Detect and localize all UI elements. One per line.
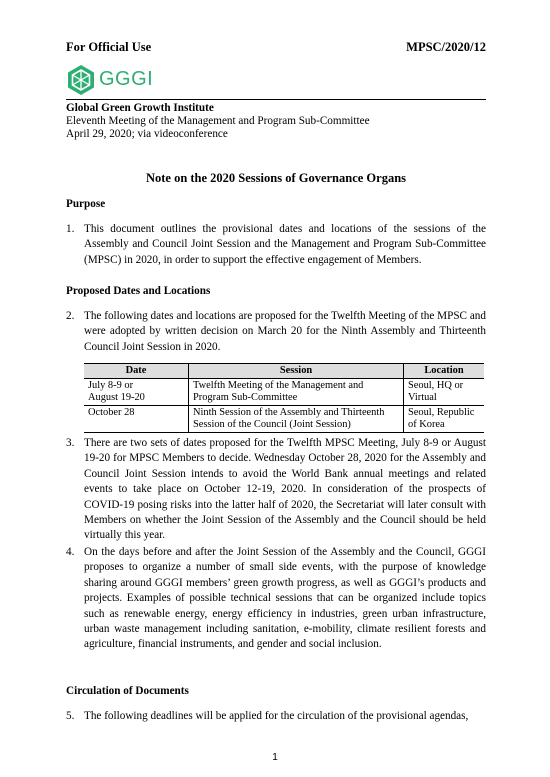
cell-session: Twelfth Meeting of the Management and Program Sub-Committee: [189, 379, 404, 406]
column-header-session: Session: [189, 364, 404, 379]
gggi-logo: [66, 64, 186, 96]
column-header-location: Location: [404, 364, 485, 379]
paragraph-4: [66, 545, 486, 653]
paragraph-number: 2.: [66, 310, 75, 322]
paragraph-3: [66, 436, 486, 544]
paragraph-text: There are two sets of dates proposed for the Twelfth MPSC Meeting, July 8-9 or August 19-20 for MPSC Members to decide. Wednesday October 28, 2020 for the Assembly and Council Joint Session intends to avoid the World Bank annual meetings and related events to take place on October 12-19, 2020. In consideration of the prospects of COVID-19 posing risks into the latter half of 2020, the Secretariat will later consult with Members on whether the Joint Session of the Assembly and the Council should be held virtually this year.: [84, 437, 486, 542]
table-header-row: [84, 364, 484, 379]
cell-location: Seoul, Republic of Korea: [404, 406, 485, 433]
heading-dates-locations: Proposed Dates and Locations: [66, 285, 211, 297]
paragraph-number: 3.: [66, 437, 75, 449]
document-code: MPSC/2020/12: [406, 40, 486, 54]
sessions-table: [84, 363, 484, 433]
paragraph-text: The following dates and locations are proposed for the Twelfth Meeting of the MPSC and were adopted by written decision on March 20 for the Ninth Assembly and Thirteenth Council Joint Session in 2020.: [84, 310, 486, 353]
paragraph-5: [66, 709, 486, 724]
classification-label: For Official Use: [66, 40, 152, 54]
cell-location: Seoul, HQ or Virtual: [404, 379, 485, 406]
meeting-info: [66, 102, 370, 142]
paragraph-number: 5.: [66, 710, 75, 722]
cell-date: October 28: [84, 406, 189, 433]
gggi-hexagon-icon: [66, 64, 96, 96]
document-title: Note on the 2020 Sessions of Governance Organs: [145, 171, 407, 185]
paragraph-text: This document outlines the provisional dates and locations of the sessions of the Assembly and Council Joint Session and the Management and Program Sub-Committee (MPSC) in 2020, in order to support the effective engagement of Members.: [84, 223, 486, 266]
paragraph-2: [66, 309, 486, 355]
paragraph-number: 4.: [66, 546, 75, 558]
heading-circulation: Circulation of Documents: [66, 685, 189, 697]
organization-name: Global Green Growth Institute: [66, 102, 214, 114]
header-divider: [66, 99, 486, 100]
logo-wordmark: GGGI: [99, 68, 154, 90]
paragraph-text: The following deadlines will be applied for the circulation of the provisional agendas,: [84, 710, 469, 722]
meeting-name: Eleventh Meeting of the Management and Program Sub-Committee: [66, 115, 370, 128]
heading-purpose: Purpose: [66, 198, 106, 210]
meeting-date: April 29, 2020; via videoconference: [66, 128, 228, 141]
page-number: 1: [272, 752, 278, 763]
paragraph-number: 1.: [66, 223, 75, 235]
cell-date: July 8-9 or August 19-20: [84, 379, 189, 406]
paragraph-1: [66, 222, 486, 268]
table-row: [84, 379, 484, 406]
cell-session: Ninth Session of the Assembly and Thirteenth Session of the Council (Joint Session): [189, 406, 404, 433]
paragraph-text: On the days before and after the Joint Session of the Assembly and the Council, GGGI proposes to organize a number of small side events, with the purpose of knowledge sharing around GGGI members’ green growth progress, as well as GGGI’s products and projects. Examples of possible technical sessions that can be organized include topics such as renewable energy, energy efficiency in industries, green urban infrastructure, urban waste management including sanitation, e-mobility, climate resilient forests and agriculture, financial instruments, and gender and social inclusion.: [84, 546, 486, 651]
column-header-date: Date: [84, 364, 189, 379]
table-row: [84, 406, 484, 433]
